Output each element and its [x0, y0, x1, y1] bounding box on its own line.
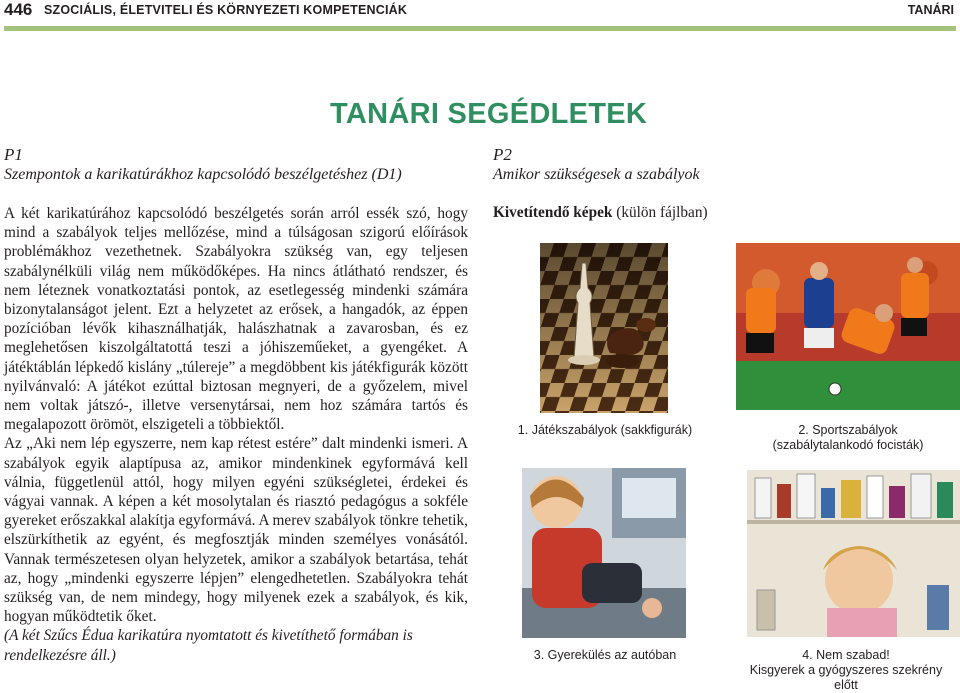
caption-3: 3. Gyerekülés az autóban: [533, 648, 677, 662]
caption-4-line3: előtt: [834, 678, 858, 692]
caption-1: 1. Játékszabályok (sakkfigurák): [517, 423, 693, 437]
left-body-text: [4, 204, 468, 665]
section-title: SZOCIÁLIS, ÉLETVITELI ÉS KÖRNYEZETI KOMPETENCIÁK: [44, 3, 408, 17]
caption-4-line2: Kisgyerek a gyógyszeres szekrény: [749, 663, 943, 677]
projection-note: [493, 204, 708, 222]
left-section-id: P1: [4, 145, 23, 164]
header-tag: TANÁRI: [907, 3, 954, 17]
right-section-id: P2: [493, 145, 512, 164]
projection-label: Kivetítendő képek: [493, 204, 613, 221]
page-number: 446: [4, 0, 33, 19]
note-paragraph: (A két Szűcs Édua karikatúra nyomtatott és kivetíthető formában is rendelkezésre áll.): [4, 627, 413, 664]
header-rule: [4, 26, 956, 31]
football-players-image: [736, 243, 960, 410]
left-section-subtitle: Szempontok a karikatúrákhoz kapcsolódó beszélgetéshez (D1): [4, 166, 402, 183]
medicine-cabinet-image: [747, 470, 960, 637]
projection-label-rest: (külön fájlban): [612, 204, 708, 221]
paragraph: A két karikatúrához kapcsolódó beszélgetés során arról essék szó, hogy mind a szabályok teljes mellőzése, mind a túlságosan szigorú előírások problémákhoz vezethetnek. Szabályokra szükség van, egy teljesen szabálynélküli világ nem működőképes. Ha nincs átlátható rendszer, és nem léteznek vonatkoztatási pontok, az esetlegesség mindenki számára bizonytalanságot jelent. Ezt a helyzetet az erősek, a hangadók, az éppen pozícióban lévők kihasználhatják, halászhatnak a zavarosban, és ez meglehetősen kiszolgáltatottá teszi a jóhiszeműeket, a gyengéket. A játéktáblán lépkedő kislány „túlereje” a megdöbbent kis játékfigurák között nyilvánvaló: A játékot ezúttal biztosan megnyeri, de a győzelem, mivel nem voltak játszó-, illetve versenytársai, nem hoz számára tartós és megalapozott örömöt, elszigeteli a többiektől.: [4, 205, 468, 434]
caption-4-line1: 4. Nem szabad!: [802, 648, 890, 662]
caption-4: [726, 648, 960, 693]
caption-2: [736, 423, 960, 453]
chess-pieces-image: [540, 243, 668, 413]
caption-2-line1: 2. Sportszabályok: [798, 423, 898, 437]
page-header: [0, 0, 960, 26]
caption-2-line2: (szabálytalankodó focisták): [772, 438, 924, 452]
paragraph: Az „Aki nem lép egyszerre, nem kap rétest estére” dalt mindenki ismeri. A szabályok egyik alaptípusa az, amikor mindenkinek egyformává kell válnia, függetlenül attól, hogy milyen egyéni szükségletei, érdekei és vágyai vannak. A képen a két mosolytalan és riasztó pedagógus a sokféle gyereket erőszakkal alakítja egyformává. A merev szabályok tönkre tehetik, elszürkíthetik az egyént, és megfosztják minden személyes vonásától. Vannak természetesen olyan helyzetek, amikor a szabályok betartása, tehát az, hogy „mindenki egyszerre lépjen” elengedhetetlen. Szabályokra tehát szükség van, de nem mindegy, hogy milyenek ezek a szabályok, és kik, hogyan működtetik őket.: [4, 435, 468, 626]
child-car-seat-image: [522, 468, 686, 638]
page-title: TANÁRI SEGÉDLETEK: [330, 98, 648, 130]
right-section-subtitle: Amikor szükségesek a szabályok: [493, 166, 700, 183]
